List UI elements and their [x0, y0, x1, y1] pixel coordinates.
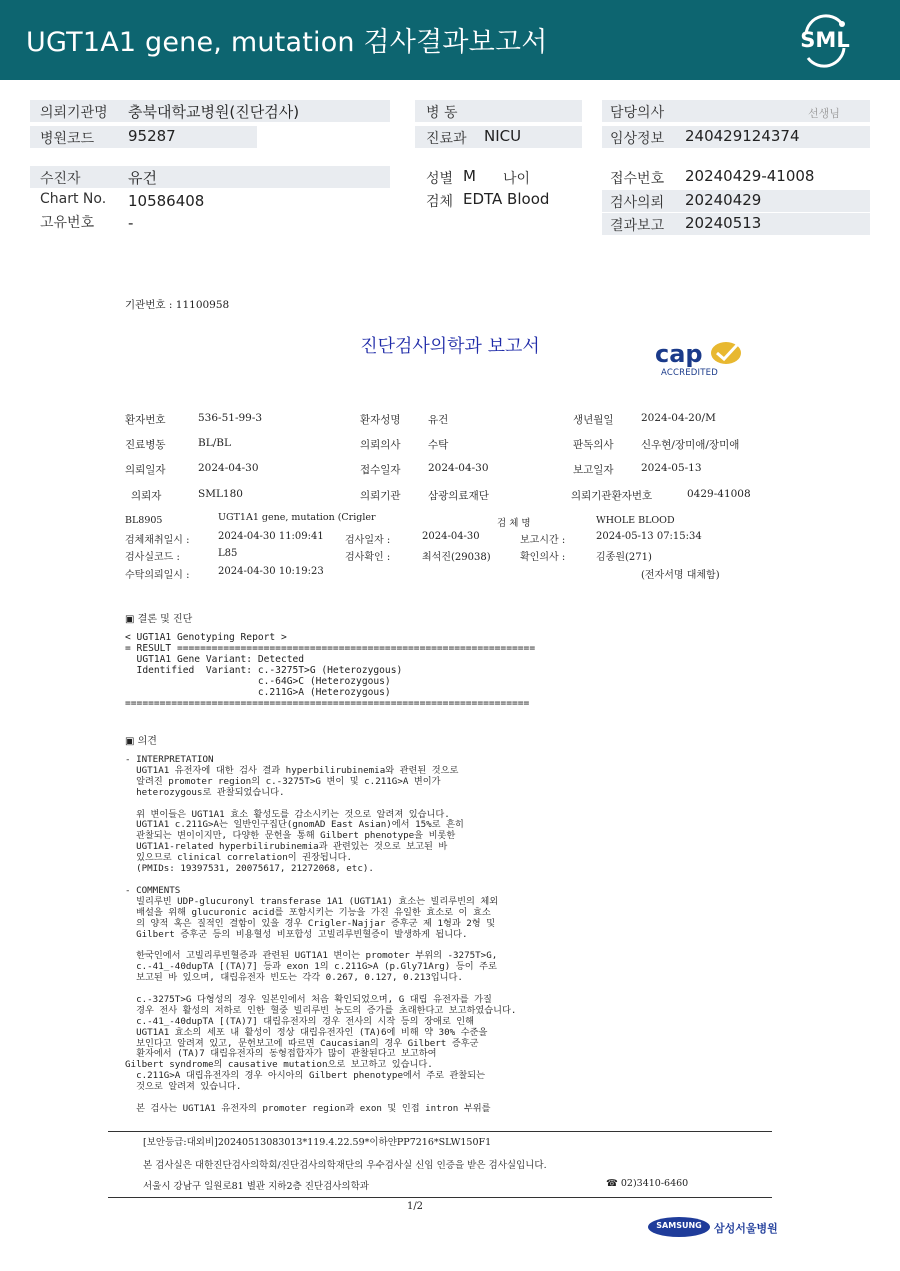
- report-header: [0, 0, 900, 80]
- patient-label: 수진자: [40, 171, 81, 187]
- report-row-3-cell-1: SML180: [198, 488, 243, 500]
- report-sub-row-1-cell-5: 김종원(271): [596, 552, 652, 563]
- page-title: UGT1A1 gene, mutation 검사결과보고서: [26, 27, 548, 58]
- report-row-0-cell-5: 2024-04-20/M: [641, 412, 716, 424]
- samsung-hospital-logo: [648, 1215, 778, 1239]
- report-row-1-cell-2: 의뢰의사: [360, 439, 401, 451]
- sml-logo: [796, 12, 854, 68]
- specimen-name-label: 검 체 명: [497, 518, 531, 529]
- test-code: BL8905: [125, 515, 163, 526]
- report-sub-row-0-cell-5: 2024-05-13 07:15:34: [596, 531, 702, 542]
- report-row-0-cell-1: 536-51-99-3: [198, 412, 263, 424]
- result-heading: ▣ 결론 및 진단: [125, 614, 193, 625]
- unique-value: -: [128, 214, 134, 232]
- unique-label: 고유번호: [40, 215, 95, 231]
- age-label: 나이: [503, 171, 531, 187]
- cap-accredited-logo: [655, 340, 750, 380]
- request-label: 검사의뢰: [610, 195, 665, 211]
- dept-label: 진료과: [426, 131, 467, 147]
- report-row-1-cell-3: 수탁: [428, 439, 449, 451]
- patient-value: 유건: [128, 169, 157, 187]
- report-sub-row-1-cell-3: 최석진(29038): [422, 552, 491, 563]
- report-sub-row-1-cell-4: 확인의사 :: [520, 552, 566, 563]
- opinion-block: - INTERPRETATION UGT1A1 유전자에 대한 검사 결과 hyperbilirubinemia와 관련된 것으로 알려진 promoter region의 c.-3275T>G 변이 및 c.211G>A 변이가 heterozygous로 관찰되었습니다. 위 변이들은 UGT1A1 효소 활성도를 감소시키는 것으로 알려져 있습니다. UGT1A1 c.211G>A는 일반인구집단(gnomAD East Asian)에서 15%로 흔히 관찰되는 변이이지만, 다양한 문헌을 통해 Gilbert phenotype을 비롯한 UGT1A1-related hyperbilirubinemia과 관련있는 것으로 보고된 바 있으므로 clinical correlation이 권장됩니다. (PMIDs: 19397531, 20075617, 21272068, etc). - COMMENTS 빌리루빈 UDP-glucuronyl transferase 1A1 (UGT1A1) 효소는 빌리루빈의 체외 배설을 위해 glucuronic acid를 포함시키는 기능을 가진 유일한 효소로 이 효소 의 양적 혹은 질적인 결함이 있을 경우 Crigler-Najjar 증후군 제 1형과 2형 및 Gilbert 증후군 등의 비용혈성 비포합성 고빌리루빈혈증이 발생하게 됩니다. 한국인에서 고빌리루빈혈증과 관련된 UGT1A1 변이는 promoter 부위의 -3275T>G, c.-41_-40dupTA [(TA)7] 등과 exon 1의 c.211G>A (p.Gly71Arg) 등이 주로 보고된 바 있으며, 대립유전자 빈도는 각각 0.267, 0.127, 0.213입니다. c.-3275T>G 다형성의 경우 일본인에서 처음 확인되었으며, G 대립 유전자를 가질 경우 전사 활성의 저하로 인한 혈중 빌리루빈 농도의 증가를 초래한다고 보고하였습니다. c.-41_-40dupTA [(TA)7] 대립유전자의 경우 전사의 시작 등의 장애로 인해 UGT1A1 효소의 세포 내 활성이 정상 대립유전자인 (TA)6에 비해 약 30% 수준을 보인다고 알려져 있고, 문헌보고에 따르면 Caucasian의 경우 Gilbert 증후군 환자에서 (TA)7 대립유전자의 동형접합자가 많이 관찰된다고 보고하여 Gilbert syndrome의 causative mutation으로 보고하고 있습니다. c.211G>A 대립유전자의 경우 아시아의 Gilbert phenotype에서 주로 관찰되는 것으로 알려져 있습니다. 본 검사는 UGT1A1 유전자의 promoter region과 exon 및 인접 intron 부위를: [125, 754, 517, 1114]
- security-code: [보안등급:대외비]20240513083013*119.4.22.59*이하얀PP7216*SLW150F1: [143, 1137, 492, 1148]
- clinical-label: 임상정보: [610, 131, 665, 147]
- chart-value: 10586408: [128, 192, 205, 210]
- report-row-2-cell-4: 보고일자: [573, 464, 614, 476]
- report-sub-row-0-cell-4: 보고시간 :: [520, 535, 566, 546]
- report-row-1-cell-5: 신우현/장미애/장미애: [641, 439, 740, 451]
- report-row-0-cell-2: 환자성명: [360, 414, 401, 426]
- report-row-2-cell-1: 2024-04-30: [198, 462, 259, 474]
- ward-label: 병 동: [426, 105, 458, 121]
- specimen-name-value: WHOLE BLOOD: [596, 515, 675, 526]
- report-sub-row-2-cell-5: (전자서명 대체함): [641, 570, 720, 581]
- report-row-3-cell-0: 의뢰자: [131, 490, 162, 502]
- page-number: 1/2: [406, 1201, 424, 1212]
- report-sub-row-2-cell-1: 2024-04-30 10:19:23: [218, 566, 324, 577]
- org-number: 기관번호 : 11100958: [125, 299, 230, 311]
- phone-text: ☎ 02)3410-6460: [606, 1178, 689, 1189]
- institution-label: 의뢰기관명: [40, 105, 108, 121]
- report-title: 진단검사의학과 보고서: [360, 336, 540, 357]
- report-row-2-cell-2: 접수일자: [360, 464, 401, 476]
- hospital-code-value: 95287: [128, 127, 176, 145]
- samsung-logo-text: SAMSUNG: [656, 1221, 702, 1230]
- doctor-label: 담당의사: [610, 105, 665, 121]
- report-row-0-cell-0: 환자번호: [125, 414, 166, 426]
- report-row-0-cell-4: 생년월일: [573, 414, 614, 426]
- patient-box: [30, 166, 390, 188]
- footer-divider-bottom: [108, 1197, 772, 1198]
- report-row-2-cell-0: 의뢰일자: [125, 464, 166, 476]
- report-row-1-cell-1: BL/BL: [198, 437, 231, 449]
- specimen-value: EDTA Blood: [463, 190, 550, 208]
- report-row-0-cell-3: 유건: [428, 414, 449, 426]
- hospital-code-label: 병원코드: [40, 131, 95, 147]
- report-row-1-cell-0: 진료병동: [125, 439, 166, 451]
- result-block: < UGT1A1 Genotyping Report > = RESULT ============================================================== UGT1A1 Gene Variant: Detected Identified Variant: c.-3275T>G (Heterozygous) c.-64G>C (Heterozygous) c.211G>A (Heterozygous) ======================================================================: [125, 632, 536, 709]
- report-row-3-cell-4: 의뢰기관환자번호: [571, 490, 653, 502]
- opinion-heading: ▣ 의견: [125, 736, 157, 747]
- request-value: 20240429: [685, 191, 762, 209]
- report-sub-row-0-cell-1: 2024-04-30 11:09:41: [218, 531, 324, 542]
- report-sub-row-2-cell-0: 수탁의뢰일시 :: [125, 570, 190, 581]
- institution-value: 충북대학교병원(진단검사): [128, 103, 300, 121]
- receipt-value: 20240429-41008: [685, 167, 815, 185]
- report-row-2-cell-5: 2024-05-13: [641, 462, 702, 474]
- clinical-value: 240429124374: [685, 127, 800, 145]
- report-sub-row-0-cell-2: 검사일자 :: [345, 535, 391, 546]
- report-row-3-cell-5: 0429-41008: [687, 488, 751, 500]
- report-row-1-cell-4: 판독의사: [573, 439, 614, 451]
- report-sub-row-1-cell-2: 검사확인 :: [345, 552, 391, 563]
- cap-logo-sub: ACCREDITED: [661, 368, 718, 378]
- chart-label: Chart No.: [40, 191, 107, 207]
- result-value: 20240513: [685, 214, 762, 232]
- dept-value: NICU: [484, 127, 522, 145]
- specimen-label: 검체: [426, 194, 454, 210]
- sml-logo-text: SML: [800, 28, 850, 52]
- samsung-hospital-name: 삼성서울병원: [714, 1222, 778, 1235]
- cap-logo-text: cap: [655, 340, 703, 368]
- report-row-2-cell-3: 2024-04-30: [428, 462, 489, 474]
- report-row-3-cell-2: 의뢰기관: [360, 490, 401, 502]
- report-sub-row-1-cell-0: 검사실코드 :: [125, 552, 180, 563]
- cap-check-icon: [709, 340, 743, 366]
- certification-text: 본 검사실은 대한진단검사의학회/진단검사의학재단의 우수검사실 신임 인증을 받은 검사실입니다.: [143, 1160, 547, 1171]
- sex-label: 성별: [426, 171, 454, 187]
- footer-divider-top: [108, 1131, 772, 1132]
- sex-value: M: [463, 167, 476, 185]
- result-label: 결과보고: [610, 218, 665, 234]
- report-sub-row-0-cell-3: 2024-04-30: [422, 531, 480, 542]
- receipt-label: 접수번호: [610, 171, 665, 187]
- report-row-3-cell-3: 삼광의료재단: [428, 490, 489, 502]
- test-name: UGT1A1 gene, mutation (Crigler: [218, 512, 376, 523]
- report-sub-row-0-cell-0: 검체채취일시 :: [125, 535, 190, 546]
- address-text: 서울시 강남구 일원로81 별관 지하2층 진단검사의학과: [143, 1181, 369, 1192]
- report-sub-row-1-cell-1: L85: [218, 548, 238, 559]
- doctor-value: 선생님: [808, 107, 840, 120]
